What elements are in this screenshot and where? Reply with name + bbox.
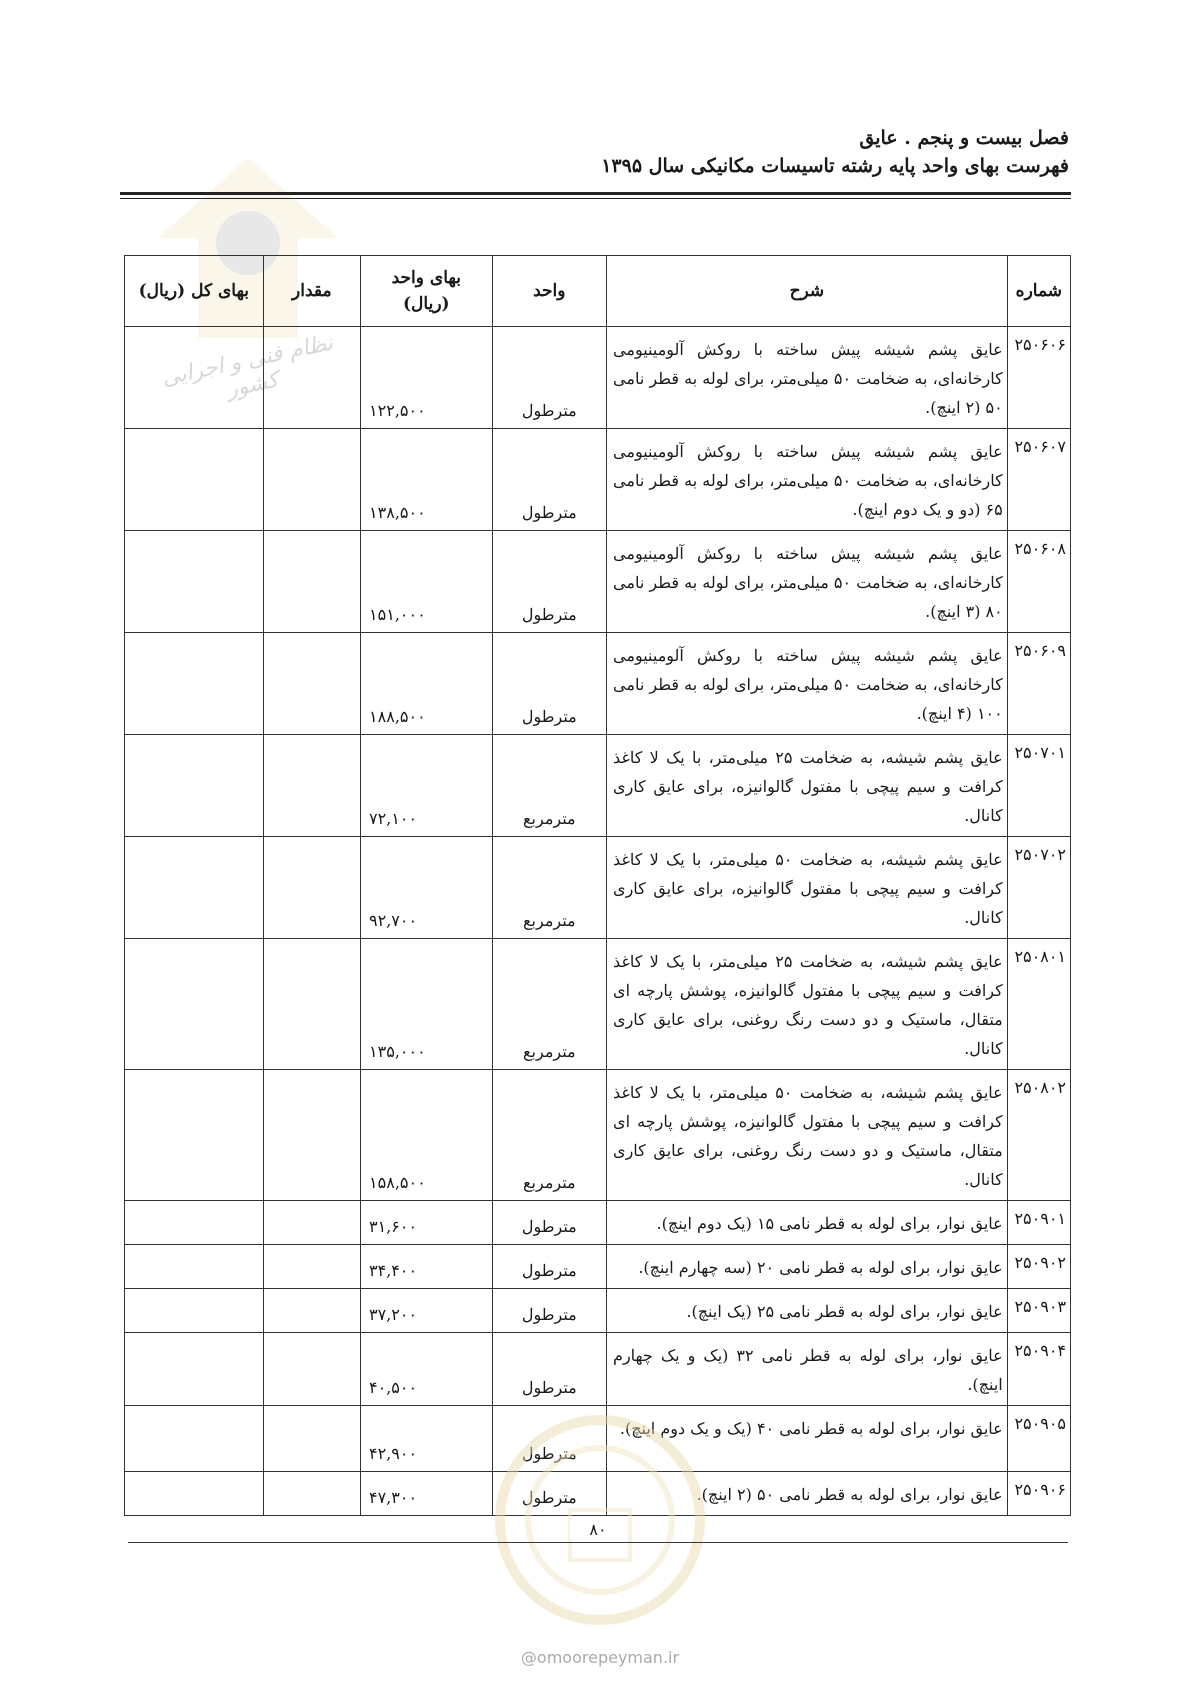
item-code: ۲۵۰۸۰۱	[1007, 939, 1070, 1070]
item-description: عایق نوار، برای لوله به قطر نامی ۲۰ (سه چهارم اینچ).	[607, 1245, 1008, 1289]
price-table	[124, 255, 1071, 1516]
item-description: عایق نوار، برای لوله به قطر نامی ۱۵ (یک دوم اینچ).	[607, 1201, 1008, 1245]
item-description: عایق پشم شیشه، به ضخامت ۲۵ میلی‌متر، با یک لا کاغذ کرافت و سیم پیچی با مفتول گالوانیزه، برای عایق کاری کانال.	[607, 735, 1008, 837]
table-row	[125, 837, 1071, 939]
item-code: ۲۵۰۹۰۶	[1007, 1472, 1070, 1516]
item-unit-price: ۱۸۸,۵۰۰	[361, 633, 493, 735]
item-total	[125, 837, 264, 939]
item-description: عایق نوار، برای لوله به قطر نامی ۳۲ (یک و یک چهارم اینچ).	[607, 1333, 1008, 1406]
item-quantity	[263, 1070, 360, 1201]
item-unit: مترطول	[492, 1406, 606, 1472]
header-price	[361, 256, 493, 327]
item-unit: مترطول	[492, 429, 606, 531]
item-unit: مترطول	[492, 1333, 606, 1406]
item-total	[125, 1070, 264, 1201]
item-quantity	[263, 531, 360, 633]
item-total	[125, 1333, 264, 1406]
item-unit-price: ۳۷,۲۰۰	[361, 1289, 493, 1333]
item-description: عایق نوار، برای لوله به قطر نامی ۴۰ (یک و یک دوم اینچ).	[607, 1406, 1008, 1472]
item-unit-price: ۱۳۸,۵۰۰	[361, 429, 493, 531]
item-unit: مترمربع	[492, 837, 606, 939]
table-row	[125, 1289, 1071, 1333]
item-code: ۲۵۰۹۰۴	[1007, 1333, 1070, 1406]
item-quantity	[263, 327, 360, 429]
item-code: ۲۵۰۹۰۵	[1007, 1406, 1070, 1472]
item-description: عایق پشم شیشه، به ضخامت ۵۰ میلی‌متر، با یک لا کاغذ کرافت و سیم پیچی با مفتول گالوانیزه، پوشش پارچه ای متقال، ماستیک و دو دست رنگ روغنی، برای عایق کاری کانال.	[607, 1070, 1008, 1201]
item-unit: مترمربع	[492, 939, 606, 1070]
table-row	[125, 531, 1071, 633]
item-quantity	[263, 735, 360, 837]
item-total	[125, 1201, 264, 1245]
table-row	[125, 1245, 1071, 1289]
watermark-text: نظام فنی و اجرایی کشور	[159, 330, 336, 403]
table-row	[125, 1333, 1071, 1406]
item-unit: مترمربع	[492, 735, 606, 837]
item-code: ۲۵۰۶۰۷	[1007, 429, 1070, 531]
item-unit-price: ۱۵۸,۵۰۰	[361, 1070, 493, 1201]
item-total	[125, 1472, 264, 1516]
page-number: ۸۰	[570, 1520, 626, 1539]
table-row	[125, 429, 1071, 531]
item-code: ۲۵۰۶۰۹	[1007, 633, 1070, 735]
item-quantity	[263, 429, 360, 531]
item-unit: مترطول	[492, 1201, 606, 1245]
item-quantity	[263, 633, 360, 735]
item-unit: مترطول	[492, 633, 606, 735]
item-quantity	[263, 1472, 360, 1516]
document-title: فهرست بهای واحد پایه رشته تاسیسات مکانیکی سال ۱۳۹۵	[601, 155, 1069, 177]
header-code: شماره	[1007, 256, 1070, 327]
item-quantity	[263, 1245, 360, 1289]
item-unit-price: ۳۱,۶۰۰	[361, 1201, 493, 1245]
header-qty: مقدار	[263, 256, 360, 327]
item-unit-price: ۱۲۲,۵۰۰	[361, 327, 493, 429]
item-unit: مترطول	[492, 1472, 606, 1516]
item-code: ۲۵۰۶۰۸	[1007, 531, 1070, 633]
item-total	[125, 429, 264, 531]
item-quantity	[263, 1201, 360, 1245]
item-code: ۲۵۰۹۰۱	[1007, 1201, 1070, 1245]
item-code: ۲۵۰۸۰۲	[1007, 1070, 1070, 1201]
item-total	[125, 1245, 264, 1289]
table-row	[125, 939, 1071, 1070]
item-code: ۲۵۰۷۰۲	[1007, 837, 1070, 939]
item-unit-price: ۹۲,۷۰۰	[361, 837, 493, 939]
table-row	[125, 633, 1071, 735]
footer-rule	[128, 1542, 1068, 1543]
item-total	[125, 735, 264, 837]
item-unit-price: ۴۷,۳۰۰	[361, 1472, 493, 1516]
item-total	[125, 531, 264, 633]
item-quantity	[263, 1289, 360, 1333]
item-description: عایق پشم شیشه، به ضخامت ۲۵ میلی‌متر، با یک لا کاغذ کرافت و سیم پیچی با مفتول گالوانیزه، پوشش پارچه ای متقال، ماستیک و دو دست رنگ روغنی، برای عایق کاری کانال.	[607, 939, 1008, 1070]
item-code: ۲۵۰۶۰۶	[1007, 327, 1070, 429]
item-unit-price: ۴۲,۹۰۰	[361, 1406, 493, 1472]
item-quantity	[263, 1333, 360, 1406]
item-description: عایق نوار، برای لوله به قطر نامی ۲۵ (یک اینچ).	[607, 1289, 1008, 1333]
table-row	[125, 735, 1071, 837]
item-unit-price: ۱۳۵,۰۰۰	[361, 939, 493, 1070]
item-unit-price: ۱۵۱,۰۰۰	[361, 531, 493, 633]
item-total	[125, 1406, 264, 1472]
item-description: عایق پشم شیشه پیش ساخته با روکش آلومینیومی کارخانه‌ای، به ضخامت ۵۰ میلی‌متر، برای لوله به قطر نامی ۸۰ (۳ اینچ).	[607, 531, 1008, 633]
item-description: عایق پشم شیشه پیش ساخته با روکش آلومینیومی کارخانه‌ای، به ضخامت ۵۰ میلی‌متر، برای لوله به قطر نامی ۵۰ (۲ اینچ).	[607, 327, 1008, 429]
item-total	[125, 327, 264, 429]
item-code: ۲۵۰۹۰۲	[1007, 1245, 1070, 1289]
item-description: عایق پشم شیشه پیش ساخته با روکش آلومینیومی کارخانه‌ای، به ضخامت ۵۰ میلی‌متر، برای لوله به قطر نامی ۱۰۰ (۴ اینچ).	[607, 633, 1008, 735]
item-unit-price: ۷۲,۱۰۰	[361, 735, 493, 837]
header-unit: واحد	[492, 256, 606, 327]
table-header-row	[125, 256, 1071, 327]
item-code: ۲۵۰۷۰۱	[1007, 735, 1070, 837]
item-code: ۲۵۰۹۰۳	[1007, 1289, 1070, 1333]
header-total: بهای کل (ریال)	[125, 256, 264, 327]
item-quantity	[263, 939, 360, 1070]
table-row	[125, 327, 1071, 429]
chapter-title: فصل بیست و پنجم . عایق	[859, 127, 1069, 149]
website-watermark: @omoorepeyman.ir	[520, 1648, 680, 1667]
header-rule-thin	[120, 198, 1071, 199]
item-unit: مترطول	[492, 1289, 606, 1333]
item-total	[125, 939, 264, 1070]
item-total	[125, 1289, 264, 1333]
item-description: عایق پشم شیشه پیش ساخته با روکش آلومینیومی کارخانه‌ای، به ضخامت ۵۰ میلی‌متر، برای لوله به قطر نامی ۶۵ (دو و یک دوم اینچ).	[607, 429, 1008, 531]
item-unit: مترطول	[492, 1245, 606, 1289]
header-price-line1: بهای واحد	[391, 268, 461, 288]
item-description: عایق پشم شیشه، به ضخامت ۵۰ میلی‌متر، با یک لا کاغذ کرافت و سیم پیچی با مفتول گالوانیزه، برای عایق کاری کانال.	[607, 837, 1008, 939]
header-desc: شرح	[607, 256, 1008, 327]
item-unit: مترطول	[492, 531, 606, 633]
item-unit: مترمربع	[492, 1070, 606, 1201]
header-price-line2: (ریال)	[403, 294, 450, 314]
item-total	[125, 633, 264, 735]
item-unit-price: ۳۴,۴۰۰	[361, 1245, 493, 1289]
table-row	[125, 1201, 1071, 1245]
item-quantity	[263, 1406, 360, 1472]
item-unit-price: ۴۰,۵۰۰	[361, 1333, 493, 1406]
header-rule-thick	[120, 192, 1071, 195]
item-unit: مترطول	[492, 327, 606, 429]
item-quantity	[263, 837, 360, 939]
page-header	[119, 124, 1069, 180]
table-row	[125, 1070, 1071, 1201]
item-description: عایق نوار، برای لوله به قطر نامی ۵۰ (۲ اینچ).	[607, 1472, 1008, 1516]
